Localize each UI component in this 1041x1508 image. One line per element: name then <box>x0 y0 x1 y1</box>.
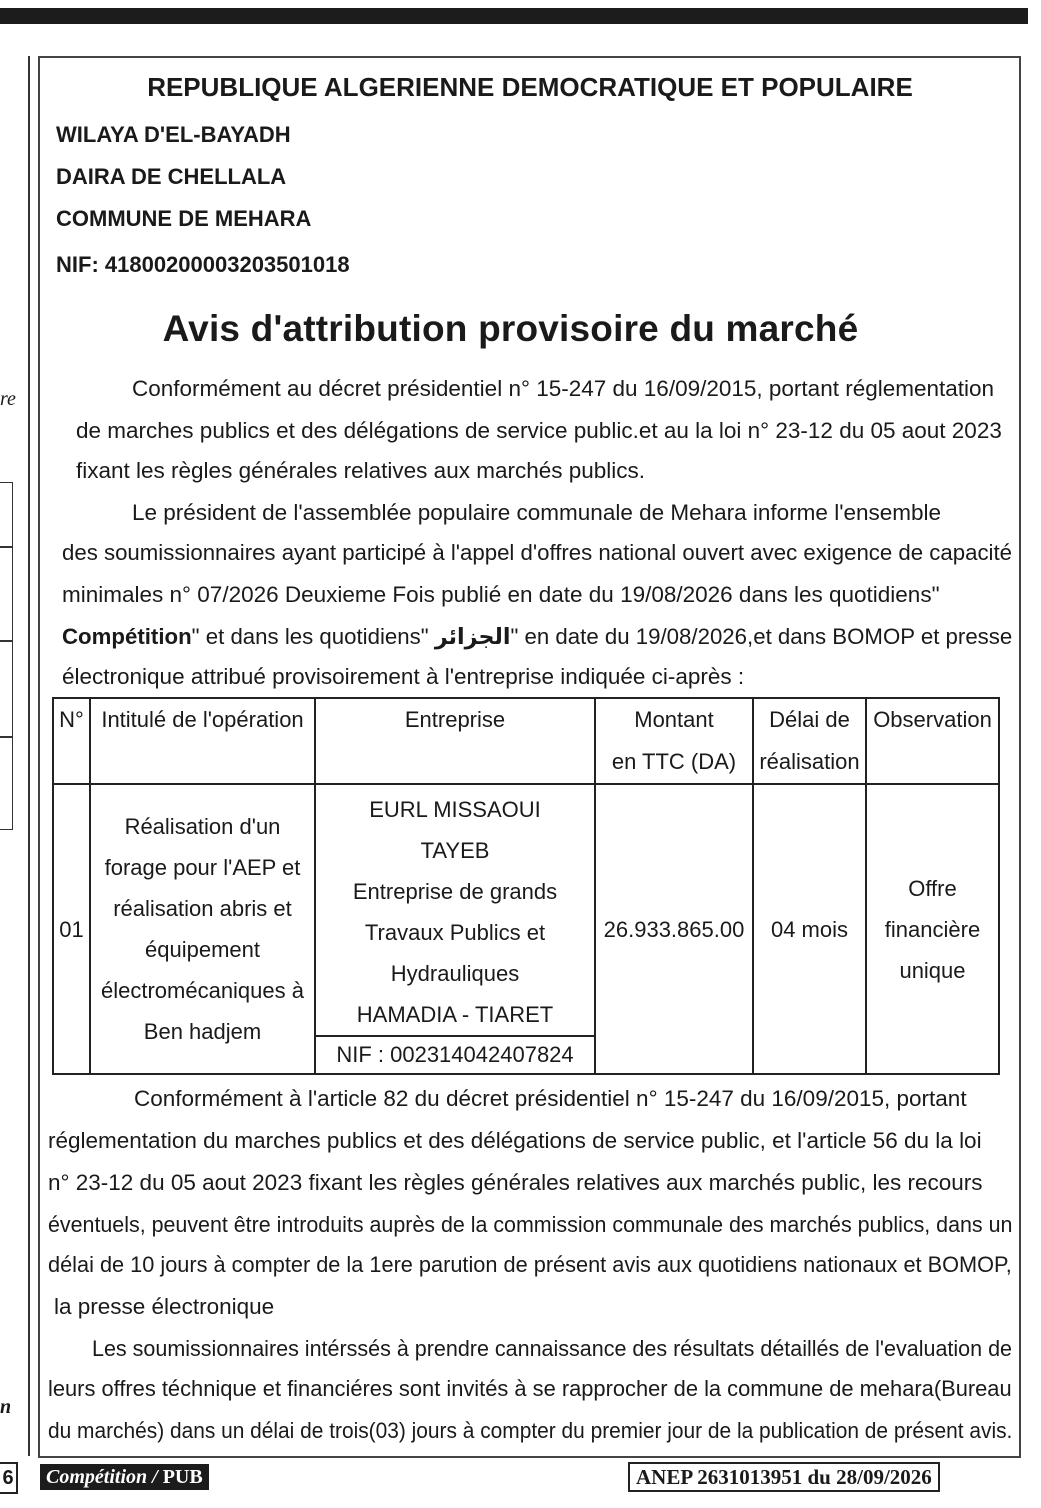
cell-operation <box>90 784 315 1074</box>
cell-text: financière <box>884 916 981 942</box>
anep-reference: ANEP 2631013951 du 28/09/2026 <box>628 1462 940 1492</box>
commune-label: COMMUNE DE MEHARA <box>56 206 312 231</box>
adjacent-text-fragment: re <box>0 388 16 410</box>
cell-text: EURL MISSAOUI <box>369 797 541 822</box>
recours-line: délai de 10 jours à compter de la 1ere parution de présent avis aux quotidiens nationaux et BOMOP, <box>48 1252 1012 1277</box>
publication-source <box>40 1464 209 1490</box>
wilaya-label: WILAYA D'EL-BAYADH <box>56 122 291 147</box>
info-line: Le président de l'assemblée populaire communale de Mehara informe l'ensemble <box>132 500 942 525</box>
recours-line: éventuels, peuvent être introduits auprès de la commission communale des marchés publics, dans un <box>48 1212 1013 1237</box>
newspaper-label: Compétition / <box>46 1466 163 1488</box>
column-header-montant <box>595 698 753 784</box>
info-line <box>62 622 1012 652</box>
info-text: " en date du 19/08/2026,et dans BOMOP et presse <box>510 624 1013 649</box>
header-text: Délai de <box>769 707 850 732</box>
closing-line: Les soumissionnaires intérssés à prendre cannaissance des résultats détaillés de l'evaluation de <box>92 1336 1013 1361</box>
cell-text: Entreprise de grands <box>352 879 558 904</box>
cell-text: équipement <box>145 937 260 962</box>
cell-text: TAYEB <box>420 838 490 863</box>
recours-line: la presse électronique <box>54 1294 275 1319</box>
page-number: 6 <box>0 1462 18 1494</box>
attribution-table <box>52 697 1000 1075</box>
column-header-delai <box>753 698 866 784</box>
recours-line: n° 23-12 du 05 aout 2023 fixant les règles générales relatives aux marchés public, les recours <box>48 1170 983 1195</box>
adjacent-box <box>0 482 13 548</box>
newspaper-name-arabic: الجزائر <box>434 624 511 649</box>
cell-text: forage pour l'AEP et <box>104 855 301 880</box>
cell-text: Travaux Publics et <box>364 920 546 945</box>
cell-text: Réalisation d'un <box>124 814 281 839</box>
recours-line: Conformément à l'article 82 du décret présidentiel n° 15-247 du 16/09/2015, portant <box>134 1086 967 1111</box>
header-text: Montant <box>634 707 714 732</box>
cell-text: Hydrauliques <box>390 961 520 986</box>
info-line: minimales n° 07/2026 Deuxieme Fois publié en date du 19/08/2026 dans les quotidiens" <box>62 582 940 607</box>
cell-text: HAMADIA - TIARET <box>356 1002 554 1027</box>
recours-line: réglementation du marches publics et des délégations de service public, et l'article 56 du la loi <box>48 1128 982 1153</box>
cell-entreprise <box>315 784 595 1074</box>
info-text: " et dans les quotidiens" <box>191 624 435 649</box>
cell-text: unique <box>899 957 966 983</box>
adjacent-box <box>0 640 13 738</box>
intro-line: Conformément au décret présidentiel n° 15-247 du 16/09/2015, portant réglementation <box>132 376 995 401</box>
notice-title: Avis d'attribution provisoire du marché <box>162 308 859 349</box>
column-header-operation: Intitulé de l'opération <box>90 698 315 784</box>
adjacent-text-fragment: n <box>0 1396 12 1418</box>
closing-line: leurs offres téchnique et financiéres sont invités à se rapprocher de la commune de mehara(Bureau <box>48 1376 1012 1401</box>
entreprise-nif: NIF : 002314042407824 <box>316 1035 594 1073</box>
daira-label: DAIRA DE CHELLALA <box>56 164 287 189</box>
info-line: des soumissionnaires ayant participé à l'appel d'offres national ouvert avec exigence de capacité <box>62 540 1013 565</box>
closing-line: du marchés) dans un délai de trois(03) jours à compter du premier jour de la publication de présent avis. <box>48 1418 1013 1443</box>
republic-heading: REPUBLIQUE ALGERIENNE DEMOCRATIQUE ET POPULAIRE <box>147 72 913 102</box>
intro-line: fixant les règles générales relatives aux marchés publics. <box>76 458 646 483</box>
column-header-entreprise: Entreprise <box>315 698 595 784</box>
column-header-num: N° <box>53 698 90 784</box>
nif-label: NIF: 41800200003203501018 <box>56 252 350 277</box>
newspaper-name: Compétition <box>62 624 192 649</box>
header-text: réalisation <box>759 749 860 774</box>
pub-label: PUB <box>162 1466 203 1488</box>
cell-delai: 04 mois <box>753 784 866 1074</box>
top-bar <box>0 8 1028 24</box>
table-row <box>53 784 999 1074</box>
adjacent-box <box>0 736 13 830</box>
cell-text: électromécaniques à <box>100 978 304 1003</box>
cell-text: Ben hadjem <box>143 1019 262 1044</box>
cell-num: 01 <box>53 784 90 1074</box>
info-line: électronique attribué provisoirement à l'entreprise indiquée ci-après : <box>62 664 745 689</box>
column-header-observation: Observation <box>866 698 999 784</box>
adjacent-box <box>0 546 13 642</box>
cell-montant: 26.933.865.00 <box>595 784 753 1074</box>
cell-text: réalisation abris et <box>113 896 292 921</box>
intro-line: de marches publics et des délégations de service public.et au la loi n° 23-12 du 05 aout 2023 <box>76 418 1002 443</box>
table-header-row <box>53 698 999 784</box>
cell-text: Offre <box>908 875 957 901</box>
cell-observation <box>866 784 999 1074</box>
header-text: en TTC (DA) <box>611 749 737 774</box>
